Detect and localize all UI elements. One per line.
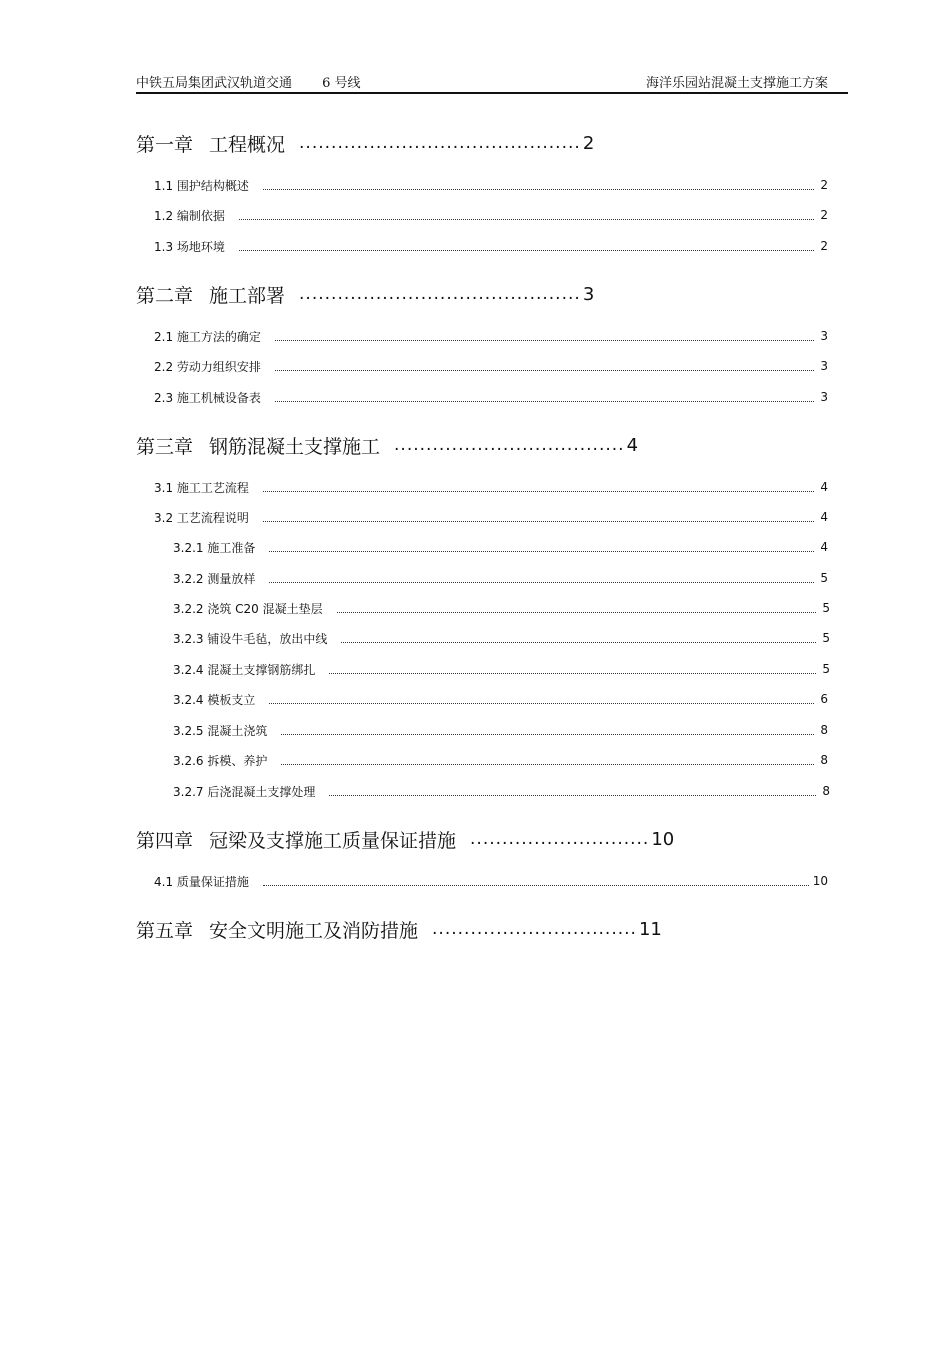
section-leader <box>239 249 814 251</box>
section-leader <box>329 672 816 674</box>
section-leader <box>281 733 814 735</box>
chapter-page: 10 <box>651 828 675 850</box>
section-leader <box>337 611 816 613</box>
toc-section-1-2[interactable] <box>154 207 828 223</box>
section-leader <box>329 794 816 796</box>
chapter-title: 安全文明施工及消防措施 <box>209 919 419 942</box>
section-leader <box>275 369 814 371</box>
chapter-number: 第五章 <box>136 919 194 942</box>
section-leader <box>263 490 814 492</box>
section-page: 2 <box>820 178 828 192</box>
section-page: 5 <box>822 631 830 645</box>
page-header <box>136 72 848 94</box>
chapter-page: 11 <box>638 918 662 940</box>
toc-section-3-2-4b[interactable] <box>173 691 828 707</box>
section-label: 2.2 劳动力组织安排 <box>154 359 261 374</box>
section-leader <box>275 339 814 341</box>
section-leader <box>269 581 814 583</box>
section-leader <box>341 641 816 643</box>
chapter-leader: ............................................ <box>299 133 581 153</box>
section-label: 3.2.4 混凝土支撑钢筋绑扎 <box>173 662 316 677</box>
toc-chapter-2[interactable] <box>136 281 594 307</box>
toc-section-3-2-2b[interactable] <box>173 600 830 616</box>
toc-section-4-1[interactable] <box>154 873 828 889</box>
chapter-number: 第一章 <box>136 133 194 156</box>
section-label: 3.2.7 后浇混凝土支撑处理 <box>173 784 316 799</box>
toc-section-1-3[interactable] <box>154 238 828 254</box>
chapter-number: 第三章 <box>136 435 194 458</box>
section-leader <box>263 884 809 886</box>
section-page: 4 <box>820 510 828 524</box>
section-page: 8 <box>820 753 828 767</box>
section-label: 2.3 施工机械设备表 <box>154 390 261 405</box>
chapter-leader: .................................... <box>394 435 625 455</box>
section-label: 3.2.2 浇筑 C20 混凝土垫层 <box>173 601 323 616</box>
section-page: 8 <box>822 784 830 798</box>
toc-section-3-1[interactable] <box>154 479 828 495</box>
toc-section-3-2-3[interactable] <box>173 630 830 646</box>
section-label: 3.2.6 拆模、养护 <box>173 753 268 768</box>
section-label: 3.2 工艺流程说明 <box>154 510 249 525</box>
section-leader <box>263 188 814 190</box>
section-page: 3 <box>820 329 828 343</box>
section-label: 3.2.5 混凝土浇筑 <box>173 723 268 738</box>
section-label: 3.2.2 测量放样 <box>173 571 256 586</box>
chapter-leader: ................................ <box>432 919 637 939</box>
chapter-leader: ............................ <box>470 829 650 849</box>
toc-section-3-2-4[interactable] <box>173 661 830 677</box>
header-left-text: 中铁五局集团武汉轨道交通 6 号线 <box>136 76 361 91</box>
section-page: 3 <box>820 390 828 404</box>
toc-chapter-3[interactable] <box>136 432 638 458</box>
section-page: 2 <box>820 239 828 253</box>
section-label: 1.3 场地环境 <box>154 239 225 254</box>
section-label: 3.2.3 铺设牛毛毡，放出中线 <box>173 631 328 646</box>
chapter-leader: ............................................ <box>299 284 581 304</box>
section-label: 1.2 编制依据 <box>154 208 225 223</box>
toc-section-3-2-2[interactable] <box>173 570 828 586</box>
toc-chapter-5[interactable] <box>136 916 662 942</box>
toc-section-3-2[interactable] <box>154 509 828 525</box>
toc-section-2-2[interactable] <box>154 358 828 374</box>
toc-section-3-2-7[interactable] <box>173 783 830 799</box>
chapter-page: 3 <box>582 283 595 305</box>
chapter-title: 冠梁及支撑施工质量保证措施 <box>209 829 457 852</box>
chapter-title: 钢筋混凝土支撑施工 <box>209 435 381 458</box>
toc-section-2-1[interactable] <box>154 328 828 344</box>
chapter-page: 2 <box>582 132 595 154</box>
toc-chapter-4[interactable] <box>136 826 674 852</box>
section-leader <box>281 763 814 765</box>
chapter-title: 施工部署 <box>209 284 286 307</box>
chapter-number: 第四章 <box>136 829 194 852</box>
section-leader <box>275 400 814 402</box>
toc-section-3-2-6[interactable] <box>173 752 828 768</box>
toc-chapter-1[interactable] <box>136 130 594 156</box>
header-right-text: 海洋乐园站混凝土支撑施工方案 <box>645 76 828 91</box>
section-label: 3.2.4 模板支立 <box>173 692 256 707</box>
chapter-page: 4 <box>626 434 639 456</box>
chapter-number: 第二章 <box>136 284 194 307</box>
section-label: 2.1 施工方法的确定 <box>154 329 261 344</box>
toc-section-3-2-1[interactable] <box>173 539 828 555</box>
section-leader <box>269 702 814 704</box>
section-page: 5 <box>822 601 830 615</box>
section-page: 4 <box>820 480 828 494</box>
section-leader <box>263 520 814 522</box>
section-label: 4.1 质量保证措施 <box>154 874 249 889</box>
section-page: 10 <box>812 874 828 888</box>
section-label: 1.1 围护结构概述 <box>154 178 249 193</box>
section-page: 5 <box>822 662 830 676</box>
chapter-title: 工程概况 <box>209 133 286 156</box>
section-leader <box>269 550 814 552</box>
toc-section-2-3[interactable] <box>154 389 828 405</box>
section-page: 2 <box>820 208 828 222</box>
section-page: 8 <box>820 723 828 737</box>
toc-section-3-2-5[interactable] <box>173 722 828 738</box>
section-page: 3 <box>820 359 828 373</box>
section-page: 5 <box>820 571 828 585</box>
section-label: 3.1 施工工艺流程 <box>154 480 249 495</box>
section-leader <box>239 218 814 220</box>
section-label: 3.2.1 施工准备 <box>173 540 256 555</box>
section-page: 6 <box>820 692 828 706</box>
toc-section-1-1[interactable] <box>154 177 828 193</box>
section-page: 4 <box>820 540 828 554</box>
